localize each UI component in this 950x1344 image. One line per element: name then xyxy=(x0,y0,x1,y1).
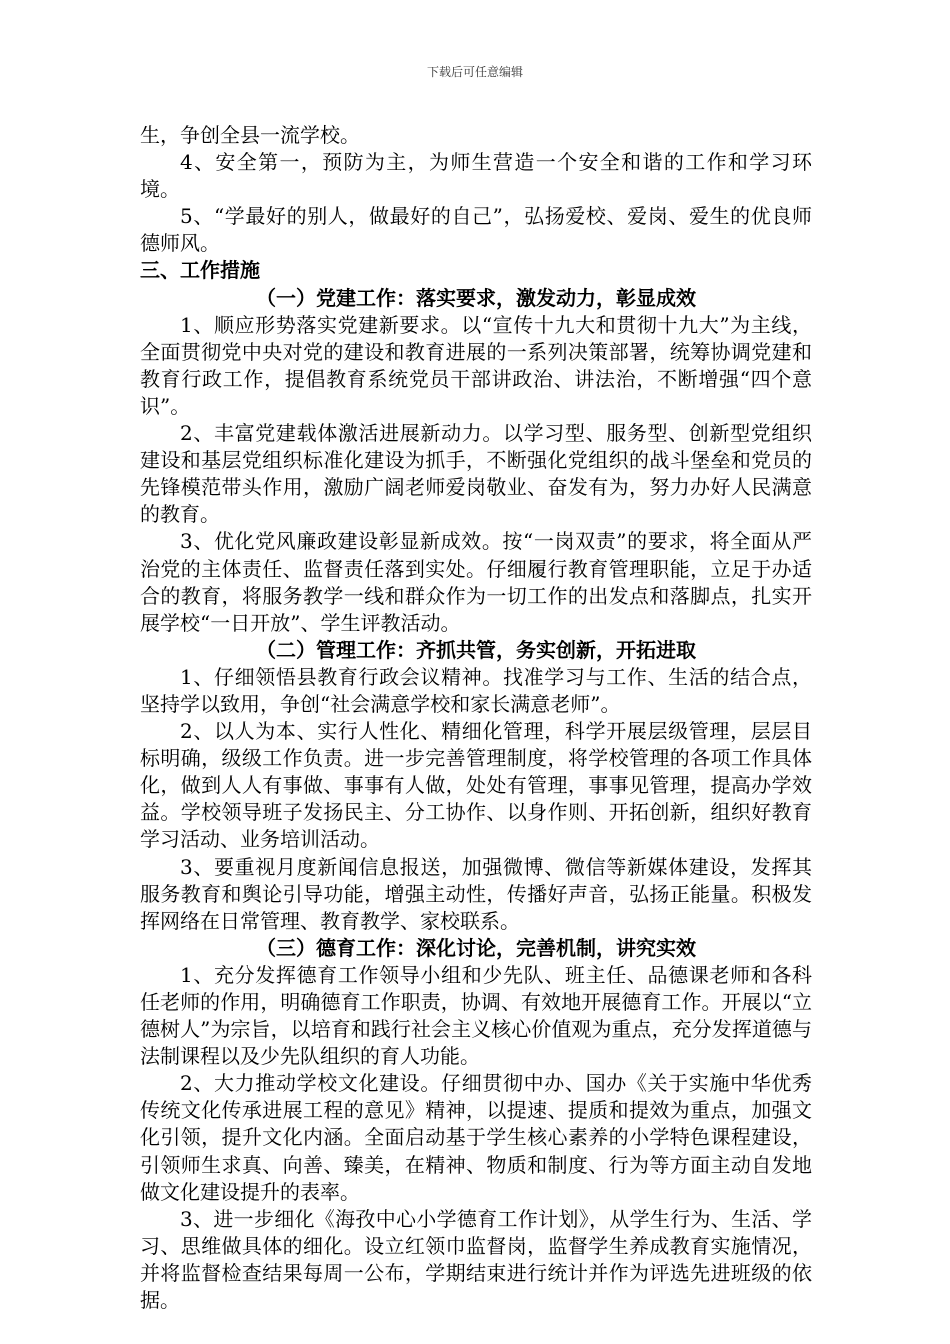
paragraph: 1、顺应形势落实党建新要求。以“宣传十九大和贯彻十九大”为主线，全面贯彻党中央对党的建设和教育进展的一系列决策部署，统筹协调党建和教育行政工作，提倡教育系统党员干部讲政治、讲法治，不断增强“四个意识”。 xyxy=(140,312,812,418)
section-heading: 三、工作措施 xyxy=(140,258,260,283)
paragraph: 3、进一步细化《海孜中心小学德育工作计划》，从学生行为、生活、学习、思维做具体的细化。设立红领巾监督岗，监督学生养成教育实施情况，并将监督检查结果每周一公布，学期结束进行统计并作为评选先进班级的依据。 xyxy=(140,1206,812,1313)
paragraph: 2、以人为本、实行人性化、精细化管理，科学开展层级管理，层层目标明确，级级工作负责。进一步完善管理制度，将学校管理的各项工作具体化，做到人人有事做、事事有人做，处处有管理，事事见管理，提高办学效益。学校领导班子发扬民主、分工协作、以身作则、开拓创新，组织好教育学习活动、业务培训活动。 xyxy=(140,719,812,852)
paragraph: 1、仔细领悟县教育行政会议精神。找准学习与工作、生活的结合点，坚持学以致用，争创“社会满意学校和家长满意老师”。 xyxy=(140,664,812,716)
paragraph: 3、优化党风廉政建设彰显新成效。按“一岗双责”的要求，将全面从严治党的主体责任、监督责任落到实处。仔细履行教育管理职能，立足于办适合的教育，将服务教学一线和群众作为一切工作的出发点和落脚点，扎实开展学校“一日开放”、学生评教活动。 xyxy=(140,529,812,635)
paragraph: 4、安全第一，预防为主，为师生营造一个安全和谐的工作和学习环境。 xyxy=(140,150,812,202)
paragraph: 1、充分发挥德育工作领导小组和少先队、班主任、品德课老师和各科任老师的作用，明确德育工作职责，协调、有效地开展德育工作。开展以“立德树人”为宗旨，以培育和践行社会主义核心价值观为重点，充分发挥道德与法制课程以及少先队组织的育人功能。 xyxy=(140,962,812,1069)
document-body xyxy=(140,122,812,1314)
paragraph: 3、要重视月度新闻信息报送，加强微博、微信等新媒体建设，发挥其服务教育和舆论引导功能，增强主动性，传播好声音，弘扬正能量。积极发挥网络在日常管理、教育教学、家校联系。 xyxy=(140,854,812,933)
paragraph: 2、丰富党建载体激活进展新动力。以学习型、服务型、创新型党组织建设和基层党组织标准化建设为抓手，不断强化党组织的战斗堡垒和党员的先锋模范带头作用，激励广阔老师爱岗敬业、奋发有为，努力办好人民满意的教育。 xyxy=(140,421,812,527)
subsection-heading: （二）管理工作：齐抓共管，务实创新，开拓进取 xyxy=(256,637,696,662)
subsection-heading: （三）德育工作：深化讨论，完善机制，讲究实效 xyxy=(256,935,696,960)
paragraph-continuation: 生，争创全县一流学校。 xyxy=(140,123,360,147)
page-header: 下载后可任意编辑 xyxy=(426,65,523,79)
subsection-heading: （一）党建工作：落实要求，激发动力，彰显成效 xyxy=(256,285,696,310)
paragraph: 2、大力推动学校文化建设。仔细贯彻中办、国办《关于实施中华优秀传统文化传承进展工程的意见》精神，以提速、提质和提效为重点，加强文化引领，提升文化内涵。全面启动基于学生核心素养的小学特色课程建设，引领师生求真、向善、臻美，在精神、物质和制度、行为等方面主动自发地做文化建设提升的表率。 xyxy=(140,1071,812,1204)
paragraph: 5、“学最好的别人，做最好的自己”，弘扬爱校、爱岗、爱生的优良师德师风。 xyxy=(140,204,812,256)
